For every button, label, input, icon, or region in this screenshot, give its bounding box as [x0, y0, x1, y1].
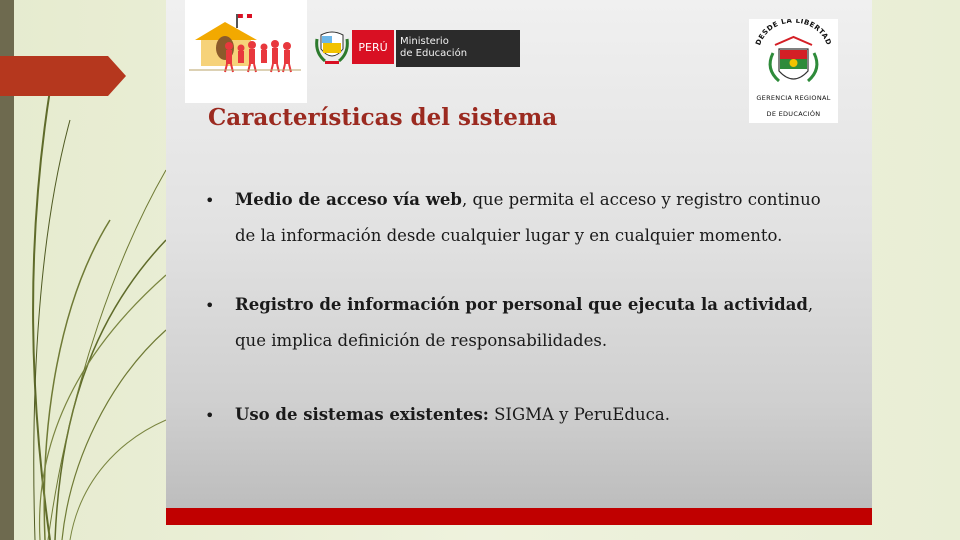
peru-coat-of-arms-icon: [315, 29, 349, 69]
bullet-body-text: , que implica definición de responsabilidades.: [235, 295, 814, 350]
region-shield-emblem: [749, 19, 838, 123]
bullet-dot-icon: •: [205, 296, 215, 315]
ministry-line-2: de Educación: [400, 48, 468, 59]
bullet-body-text: SIGMA y PeruEduca.: [488, 405, 670, 424]
bullet-bold-text: Uso de sistemas existentes:: [235, 405, 489, 424]
peru-label: PERÚ: [352, 30, 394, 64]
bullet-bold-text: Registro de información por personal que ejecuta la actividad: [235, 295, 808, 314]
bullet-text: [235, 287, 841, 359]
region-line-2: DE EDUCACIÓN: [766, 110, 821, 118]
region-arc-text: DESDE LA LIBERTAD: [754, 19, 833, 47]
footer-red-bar: [166, 508, 872, 525]
bullet-body-text: , que permita el acceso y registro continuo de la información desde cualquier lugar y en cualquier momento.: [235, 190, 821, 245]
bullet-bold-text: Medio de acceso vía web: [235, 190, 462, 209]
svg-text:DESDE LA LIBERTAD: [754, 19, 832, 46]
bullet-dot-icon: •: [205, 191, 215, 210]
arrow-tab-icon: [0, 56, 128, 98]
ministry-name: [396, 30, 520, 67]
region-line-1: GERENCIA REGIONAL: [756, 94, 831, 102]
bullet-text: [235, 397, 841, 433]
slide-title: Características del sistema: [208, 104, 558, 131]
ministry-line-1: Ministerio: [400, 36, 449, 47]
bullet-dot-icon: •: [205, 406, 215, 425]
school-house-logo: [185, 0, 307, 103]
bullet-text: [235, 182, 841, 254]
